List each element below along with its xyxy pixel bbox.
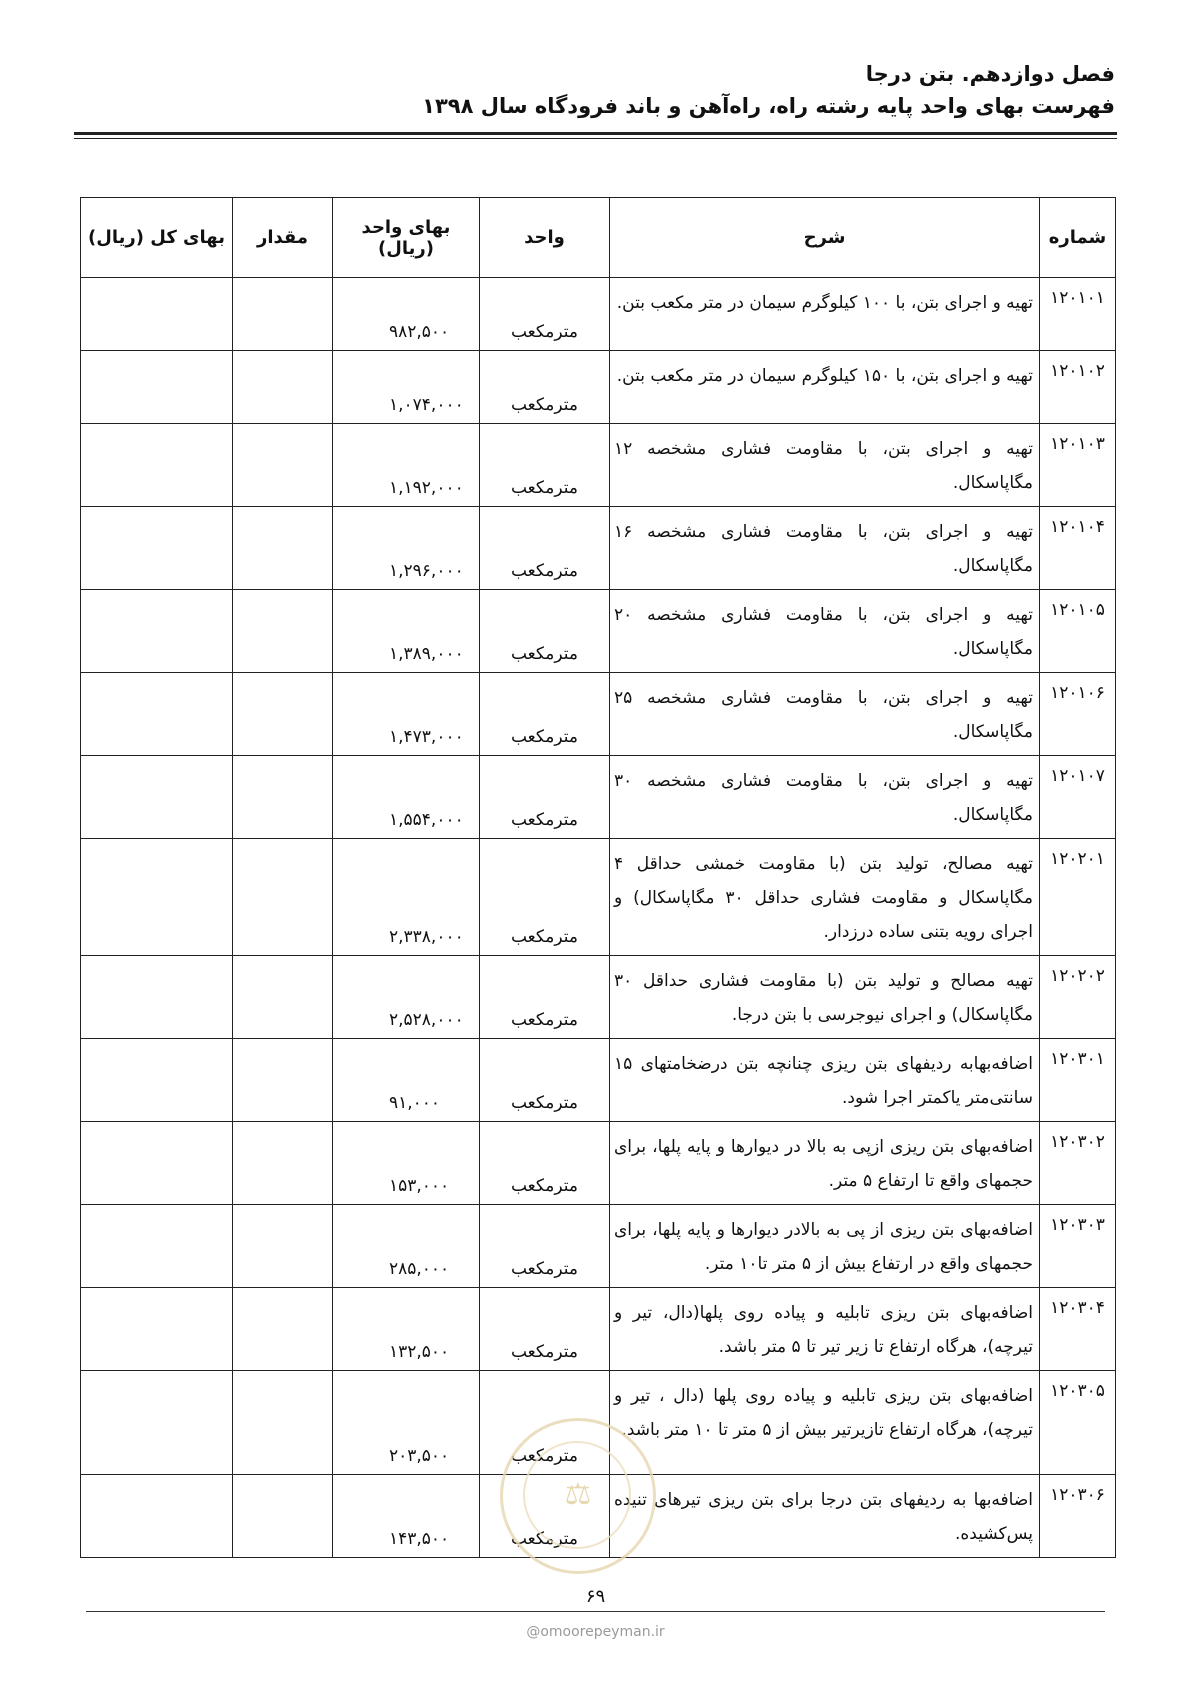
item-unit-price: ۹۱,۰۰۰	[333, 1039, 480, 1122]
item-unit: مترمکعب	[480, 1475, 610, 1558]
item-quantity	[233, 424, 333, 507]
item-total-price	[81, 839, 233, 956]
item-unit: مترمکعب	[480, 839, 610, 956]
item-unit-price: ۱,۴۷۳,۰۰۰	[333, 673, 480, 756]
item-quantity	[233, 756, 333, 839]
publisher-seal-watermark	[500, 1418, 656, 1574]
item-description: اضافه‌بهای بتن ریزی ازپی به بالا در دیوارها و پایه پلها، برای حجمهای واقع تا ارتفاع ۵ متر.	[610, 1122, 1040, 1205]
table-row	[81, 1205, 1116, 1288]
table-header-row	[81, 198, 1116, 278]
item-description: تهیه مصالح و تولید بتن (با مقاومت فشاری حداقل ۳۰ مگاپاسکال) و اجرای نیوجرسی با بتن درجا.	[610, 956, 1040, 1039]
header-rule-thin	[74, 138, 1117, 139]
item-unit: مترمکعب	[480, 1039, 610, 1122]
item-total-price	[81, 1039, 233, 1122]
item-unit: مترمکعب	[480, 956, 610, 1039]
item-number: ۱۲۰۳۰۱	[1040, 1039, 1116, 1122]
item-description: تهیه و اجرای بتن، با ۱۰۰ کیلوگرم سیمان در متر مکعب بتن.	[610, 278, 1040, 351]
item-number: ۱۲۰۳۰۶	[1040, 1475, 1116, 1558]
item-unit-price: ۲,۳۳۸,۰۰۰	[333, 839, 480, 956]
item-quantity	[233, 839, 333, 956]
item-number: ۱۲۰۱۰۳	[1040, 424, 1116, 507]
item-description: تهیه و اجرای بتن، با ۱۵۰ کیلوگرم سیمان در متر مکعب بتن.	[610, 351, 1040, 424]
table-row	[81, 1288, 1116, 1371]
table-row	[81, 351, 1116, 424]
table-row	[81, 1039, 1116, 1122]
column-header-total-price: بهای کل (ریال)	[81, 198, 233, 278]
item-number: ۱۲۰۲۰۲	[1040, 956, 1116, 1039]
item-total-price	[81, 1475, 233, 1558]
item-unit: مترمکعب	[480, 1122, 610, 1205]
item-total-price	[81, 956, 233, 1039]
item-total-price	[81, 1205, 233, 1288]
item-total-price	[81, 278, 233, 351]
item-quantity	[233, 1475, 333, 1558]
item-description: اضافه‌بهای بتن ریزی تابلیه و پیاده روی پلها (دال ، تیر و تیرچه)، هرگاه ارتفاع تازیرتیر بیش از ۵ متر تا ۱۰ متر باشد.	[610, 1371, 1040, 1475]
column-header-unit-price: بهای واحد (ریال)	[333, 198, 480, 278]
footer-rule	[86, 1611, 1105, 1612]
table-row	[81, 673, 1116, 756]
item-total-price	[81, 590, 233, 673]
price-table	[80, 197, 1116, 1558]
table-row	[81, 590, 1116, 673]
item-number: ۱۲۰۳۰۳	[1040, 1205, 1116, 1288]
column-header-quantity: مقدار	[233, 198, 333, 278]
item-number: ۱۲۰۱۰۱	[1040, 278, 1116, 351]
header-rule-thick	[74, 132, 1117, 135]
item-unit-price: ۲,۵۲۸,۰۰۰	[333, 956, 480, 1039]
item-total-price	[81, 1371, 233, 1475]
item-quantity	[233, 1205, 333, 1288]
item-quantity	[233, 1122, 333, 1205]
item-unit-price: ۱,۰۷۴,۰۰۰	[333, 351, 480, 424]
item-total-price	[81, 673, 233, 756]
item-unit-price: ۲۰۳,۵۰۰	[333, 1371, 480, 1475]
item-quantity	[233, 507, 333, 590]
item-unit: مترمکعب	[480, 1371, 610, 1475]
item-unit: مترمکعب	[480, 673, 610, 756]
item-quantity	[233, 1039, 333, 1122]
item-unit: مترمکعب	[480, 351, 610, 424]
item-description: اضافه‌بهابه ردیفهای بتن ریزی چنانچه بتن درضخامتهای ۱۵ سانتی‌متر یاکمتر اجرا شود.	[610, 1039, 1040, 1122]
item-number: ۱۲۰۱۰۴	[1040, 507, 1116, 590]
item-quantity	[233, 590, 333, 673]
table-row	[81, 278, 1116, 351]
item-unit: مترمکعب	[480, 1288, 610, 1371]
item-quantity	[233, 278, 333, 351]
item-unit-price: ۱۳۲,۵۰۰	[333, 1288, 480, 1371]
item-number: ۱۲۰۱۰۶	[1040, 673, 1116, 756]
column-header-description: شرح	[610, 198, 1040, 278]
item-quantity	[233, 1288, 333, 1371]
scales-icon: ⚖	[564, 1477, 592, 1512]
item-unit-price: ۲۸۵,۰۰۰	[333, 1205, 480, 1288]
item-unit: مترمکعب	[480, 1205, 610, 1288]
page-number: ۶۹	[585, 1586, 606, 1607]
item-unit: مترمکعب	[480, 424, 610, 507]
item-description: اضافه‌بهای بتن ریزی تابلیه و پیاده روی پلها(دال، تیر و تیرچه)، هرگاه ارتفاع تا زیر تیر تا ۵ متر باشد.	[610, 1288, 1040, 1371]
item-total-price	[81, 351, 233, 424]
item-unit-price: ۱۵۳,۰۰۰	[333, 1122, 480, 1205]
item-quantity	[233, 351, 333, 424]
table-row	[81, 507, 1116, 590]
column-header-number: شماره	[1040, 198, 1116, 278]
item-unit: مترمکعب	[480, 507, 610, 590]
item-total-price	[81, 424, 233, 507]
price-list-title: فهرست بهای واحد پایه رشته راه، راه‌آهن و باند فرودگاه سال ۱۳۹۸	[422, 94, 1115, 118]
item-unit-price: ۱,۳۸۹,۰۰۰	[333, 590, 480, 673]
item-description: تهیه و اجرای بتن، با مقاومت فشاری مشخصه ۱۶ مگاپاسکال.	[610, 507, 1040, 590]
table-row	[81, 956, 1116, 1039]
item-description: اضافه‌بها به ردیفهای بتن درجا برای بتن ریزی تیرهای تنیده پس‌کشیده.	[610, 1475, 1040, 1558]
table-row	[81, 756, 1116, 839]
item-description: اضافه‌بهای بتن ریزی از پی به بالادر دیوارها و پایه پلها، برای حجمهای واقع در ارتفاع بیش از ۵ متر تا۱۰ متر.	[610, 1205, 1040, 1288]
item-description: تهیه و اجرای بتن، با مقاومت فشاری مشخصه ۱۲ مگاپاسکال.	[610, 424, 1040, 507]
item-description: تهیه و اجرای بتن، با مقاومت فشاری مشخصه ۲۵ مگاپاسکال.	[610, 673, 1040, 756]
page-header	[75, 58, 1115, 122]
item-unit: مترمکعب	[480, 756, 610, 839]
item-unit: مترمکعب	[480, 278, 610, 351]
item-number: ۱۲۰۱۰۲	[1040, 351, 1116, 424]
table-row	[81, 839, 1116, 956]
item-unit: مترمکعب	[480, 590, 610, 673]
item-unit-price: ۱,۱۹۲,۰۰۰	[333, 424, 480, 507]
website-watermark: @omoorepeyman.ir	[526, 1624, 665, 1640]
table-body	[81, 278, 1116, 1558]
table-row	[81, 424, 1116, 507]
item-total-price	[81, 1288, 233, 1371]
item-unit-price: ۱,۵۵۴,۰۰۰	[333, 756, 480, 839]
item-unit-price: ۱,۲۹۶,۰۰۰	[333, 507, 480, 590]
item-description: تهیه و اجرای بتن، با مقاومت فشاری مشخصه ۳۰ مگاپاسکال.	[610, 756, 1040, 839]
item-quantity	[233, 956, 333, 1039]
column-header-unit: واحد	[480, 198, 610, 278]
item-number: ۱۲۰۳۰۴	[1040, 1288, 1116, 1371]
item-number: ۱۲۰۱۰۷	[1040, 756, 1116, 839]
item-unit-price: ۹۸۲,۵۰۰	[333, 278, 480, 351]
table-row	[81, 1122, 1116, 1205]
item-number: ۱۲۰۳۰۲	[1040, 1122, 1116, 1205]
item-description: تهیه و اجرای بتن، با مقاومت فشاری مشخصه ۲۰ مگاپاسکال.	[610, 590, 1040, 673]
item-number: ۱۲۰۲۰۱	[1040, 839, 1116, 956]
item-total-price	[81, 507, 233, 590]
item-quantity	[233, 673, 333, 756]
item-total-price	[81, 756, 233, 839]
item-number: ۱۲۰۳۰۵	[1040, 1371, 1116, 1475]
item-quantity	[233, 1371, 333, 1475]
item-number: ۱۲۰۱۰۵	[1040, 590, 1116, 673]
item-description: تهیه مصالح، تولید بتن (با مقاومت خمشی حداقل ۴ مگاپاسکال و مقاومت فشاری حداقل ۳۰ مگاپاسکال) و اجرای رویه بتنی ساده درزدار.	[610, 839, 1040, 956]
item-total-price	[81, 1122, 233, 1205]
item-unit-price: ۱۴۳,۵۰۰	[333, 1475, 480, 1558]
chapter-title: فصل دوازدهم. بتن درجا	[865, 62, 1115, 86]
